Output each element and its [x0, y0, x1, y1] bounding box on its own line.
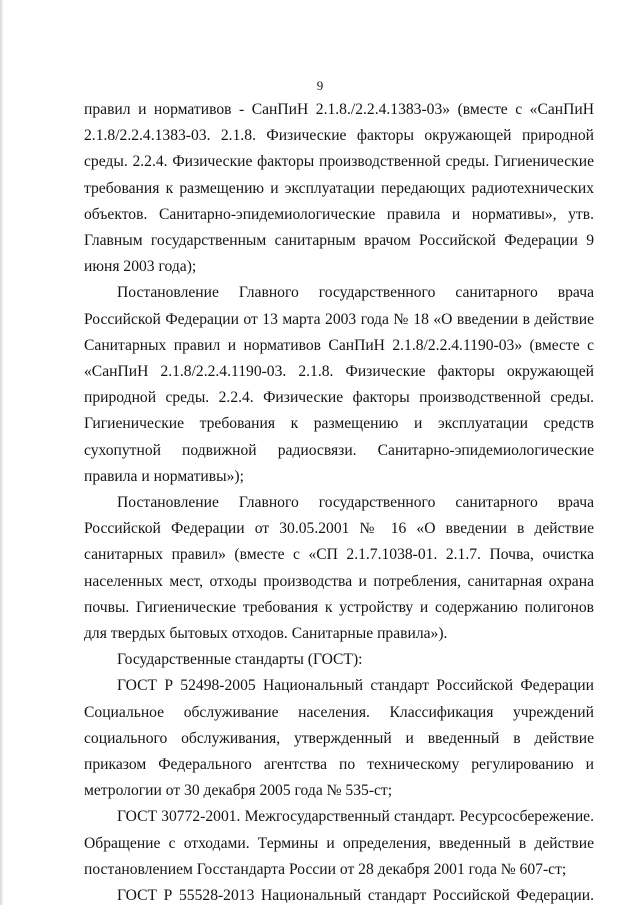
paragraph-gost-heading: Государственные стандарты (ГОСТ): [117, 651, 363, 669]
page-number: 9 [316, 78, 324, 93]
paragraph-sanpin-1383-continuation: правил и нормативов - СанПиН 2.1.8./2.2.4.1383-03» (вместе с «СанПиН 2.1.8/2.2.4.1383-03. 2.1.8. Физические факторы окружающей природной среды. 2.2.4. Физические факторы производственной среды. Гигиенические требования к размещению и эксплуатации передающих радиотехнических объектов. Санитарно-эпидемиологические правила и нормативы», утв. Главным государственным санитарным врачом Российской Федерации 9 июня 2003 года); [84, 101, 594, 276]
scan-edge [0, 0, 3, 905]
paragraph-resolution-2001: Постановление Главного государственного санитарного врача Российской Федерации от 30.05.2001 № 16 «О введении в действие санитарных правил» (вместе с «СП 2.1.7.1038-01. 2.1.7. Почва, очистка населенных мест, отходы производства и потребления, санитарная охрана почвы. Гигиенические требования к устройству и содержанию полигонов для твердых бытовых отходов. Санитарные правила»). [84, 494, 594, 643]
document-body [84, 97, 594, 909]
paragraph-gost-55528: ГОСТ Р 55528-2013 Национальный стандарт Российской Федерации. [117, 887, 594, 905]
paragraph-gost-52498: ГОСТ Р 52498-2005 Национальный стандарт Российской Федерации Социальное обслуживание населения. Классификация учреждений социального обслуживания, утвержденный и введенный в действие приказом Федерального агентства по техническому регулированию и метрологии от 30 декабря 2005 года № 535-ст; [84, 677, 594, 800]
paragraph-resolution-2003: Постановление Главного государственного санитарного врача Российской Федерации от 13 марта 2003 года № 18 «О введении в действие Санитарных правил и нормативов СанПиН 2.1.8/2.2.4.1190-03» (вместе с «СанПиН 2.1.8/2.2.4.1190-03. 2.1.8. Физические факторы окружающей природной среды. 2.2.4. Физические факторы производственной среды. Гигиенические требования к размещению и эксплуатации средств сухопутной подвижной радиосвязи. Санитарно-эпидемиологические правила и нормативы»); [84, 284, 594, 485]
paragraph-gost-30772: ГОСТ 30772-2001. Межгосударственный стандарт. Ресурсосбережение. Обращение с отходами. Термины и определения, введенный в действие постановлением Госстандарта России от 28 декабря 2001 года № 607-ст; [84, 808, 594, 878]
